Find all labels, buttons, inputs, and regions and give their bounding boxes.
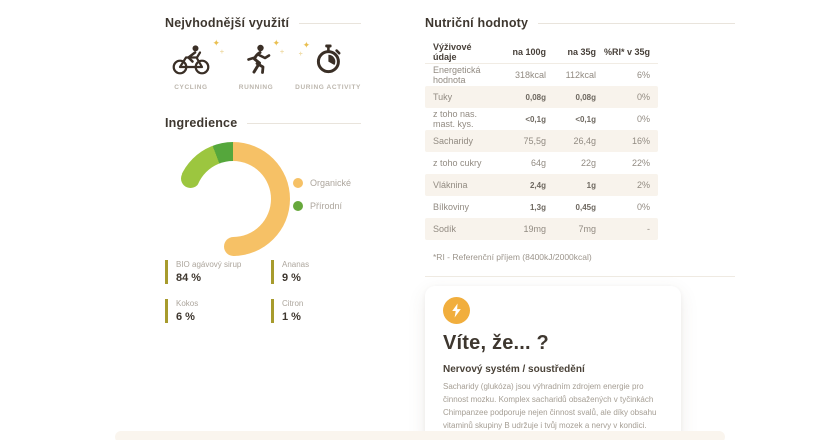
col-per-35g: na 35g [567, 46, 596, 57]
nutrition-table-row [425, 174, 658, 196]
fact-card-title: Víte, že... ? [443, 332, 549, 354]
ingredients-title: Ingredience [165, 116, 238, 130]
ingredient-name: Citron [282, 299, 304, 308]
section-best-usage [165, 16, 361, 91]
ri-footnote: *RI - Referenční příjem (8400kJ/2000kcal) [433, 252, 592, 262]
ingredient-item [165, 260, 267, 284]
ingredient-percentage: 6 % [176, 311, 195, 323]
running-icon [241, 42, 271, 75]
value-per-100g: 2,4g [529, 180, 546, 190]
running-icon [241, 44, 271, 75]
heading-rule [299, 23, 361, 24]
section-ingredients [165, 116, 361, 346]
value-per-35g: 22g [580, 158, 596, 168]
usage-item [295, 42, 361, 91]
value-ri-percent: 22% [631, 158, 650, 168]
donut-hole [195, 161, 271, 237]
value-per-35g: 112kcal [565, 70, 596, 80]
ingredient-name: Kokos [176, 299, 199, 308]
col-ri-percent: %RI* v 35g [603, 46, 650, 57]
fact-card-body: Sacharidy (glukóza) jsou výhradním zdrojem energie pro činnost mozku. Komplex sacharidů obsažených v tyčinkách Chimpanzee podporuje nejen činnost svalů, ale díky obsahu vitaminů skupiny B udržuje i tvůj mozek a nervy v kondici. [443, 382, 657, 430]
legend-color-dot [293, 178, 303, 188]
nutrient-label: Vláknina [433, 180, 468, 190]
value-ri-percent: 0% [636, 92, 650, 102]
nutrient-label: z toho nas. mast. kys. [433, 109, 478, 129]
value-per-35g: 1g [586, 180, 596, 190]
nutrition-table [425, 40, 658, 262]
value-per-100g: 75,5g [523, 136, 546, 146]
stopwatch-icon [313, 44, 344, 75]
donut-segment-cap [224, 237, 243, 256]
value-ri-percent: 6% [636, 70, 650, 80]
value-ri-percent: 0% [636, 202, 650, 212]
value-per-35g: 7mg [578, 224, 596, 234]
usage-icon-list [165, 42, 361, 91]
best-usage-title: Nejvhodnější využití [165, 16, 290, 30]
value-per-100g: 0,08g [525, 92, 546, 102]
value-per-100g: <0,1g [525, 114, 546, 124]
usage-item [230, 42, 282, 91]
section-nutrition [425, 16, 735, 430]
value-per-35g: 0,45g [575, 202, 596, 212]
ingredient-name: Ananas [282, 260, 310, 269]
ingredient-percent-grid [165, 260, 365, 323]
nutrition-table-header [425, 40, 658, 64]
nutrition-table-row [425, 152, 658, 174]
usage-item [165, 42, 217, 91]
legend-label: Organické [310, 178, 352, 188]
ingredient-item [165, 299, 267, 323]
heading-rule [538, 23, 735, 24]
value-ri-percent: 2% [636, 180, 650, 190]
value-per-100g: 19mg [523, 224, 546, 234]
usage-item-label: RUNNING [238, 84, 274, 91]
nutrition-title: Nutriční hodnoty [425, 16, 529, 30]
nutrient-label: z toho cukry [433, 158, 482, 168]
nutrition-table-row [425, 64, 658, 86]
nutrient-label: Energetická hodnota [433, 65, 481, 85]
value-per-35g: 0,08g [575, 92, 596, 102]
nutrition-table-row [425, 86, 658, 108]
nutrition-table-row [425, 108, 658, 130]
usage-item-label: CYCLING [174, 84, 208, 91]
value-per-100g: 318kcal [514, 70, 546, 80]
lightning-icon [450, 303, 463, 318]
nutrition-table-row [425, 130, 658, 152]
usage-item-label: DURING ACTIVITY [295, 84, 361, 91]
value-per-35g: <0,1g [575, 114, 596, 124]
nutrition-table-row [425, 196, 658, 218]
ingredient-name: BIO agávový sirup [176, 260, 242, 269]
legend-item[interactable] [293, 201, 351, 211]
nutrient-label: Sodík [433, 224, 457, 234]
ingredient-percentage: 1 % [282, 311, 301, 323]
during-activity-icon [313, 42, 344, 75]
cycling-icon [171, 45, 211, 75]
col-per-100g: na 100g [512, 46, 546, 57]
chart-legend [293, 178, 351, 211]
section-divider [425, 276, 735, 277]
legend-color-dot [293, 201, 303, 211]
nutrition-table-row [425, 218, 658, 240]
ingredients-heading [165, 116, 361, 130]
value-per-100g: 1,3g [529, 202, 546, 212]
fact-card-subtitle: Nervový systém / soustředění [443, 364, 585, 375]
value-ri-percent: 0% [636, 114, 650, 124]
heading-rule [247, 123, 361, 124]
value-ri-percent: 16% [631, 136, 650, 146]
cycling-icon [171, 42, 211, 75]
ingredient-percentage: 9 % [282, 272, 301, 284]
nutrient-label: Sacharidy [433, 136, 474, 146]
legend-item[interactable] [293, 178, 351, 188]
value-per-35g: 26,4g [573, 136, 596, 146]
ingredients-donut-chart [176, 142, 290, 256]
value-per-100g: 64g [530, 158, 546, 168]
col-nutrient: Výživové údaje [433, 41, 472, 62]
did-you-know-card [425, 286, 681, 440]
next-section-edge [115, 431, 725, 440]
ingredient-percentage: 84 % [176, 272, 202, 284]
nutrition-heading [425, 16, 735, 30]
lightning-badge [443, 297, 470, 324]
best-usage-heading [165, 16, 361, 30]
legend-label: Přírodní [310, 201, 343, 211]
ingredient-item [271, 299, 365, 323]
nutrition-table-body [425, 64, 658, 240]
nutrient-label: Tuky [433, 92, 453, 102]
value-ri-percent: - [647, 224, 650, 234]
ingredient-item [271, 260, 365, 284]
nutrient-label: Bílkoviny [433, 202, 470, 212]
